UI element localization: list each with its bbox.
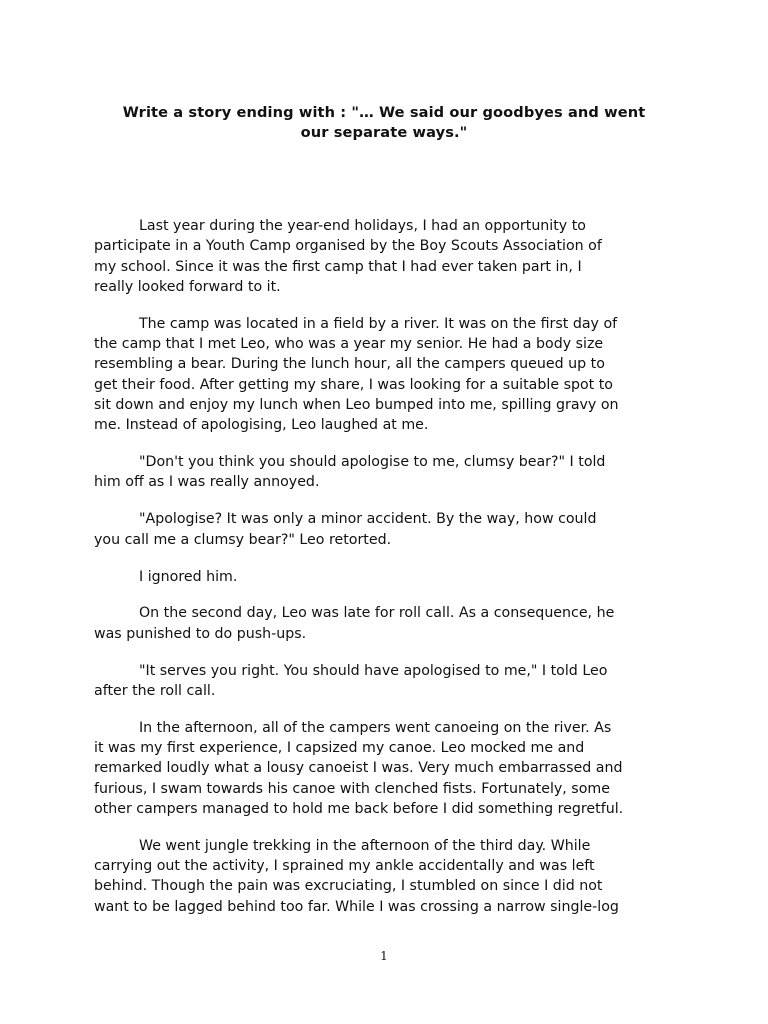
paragraph-8: In the afternoon, all of the campers went canoeing on the river. As it was my first experience, I capsized my canoe. Leo mocked me and remarked loudly what a lousy canoeist I was. Very much embarrassed and furious, I swam towards his canoe with clenched fists. Fortunately, some other campers managed to hold me back before I did something regretful. <box>94 719 624 817</box>
paragraph-1: Last year during the year-end holidays, I had an opportunity to participate in a Youth Camp organised by the Boy Scouts Association of my school. Since it was the first camp that I had ever taken part in, I really looked forward to it. <box>94 218 602 295</box>
paragraph-6: On the second day, Leo was late for roll call. As a consequence, he was punished to do push-ups. <box>94 605 615 642</box>
paragraph-7: "It serves you right. You should have apologised to me," I told Leo after the roll call. <box>94 662 608 699</box>
paragraph-5: I ignored him. <box>139 568 238 585</box>
page-number: 1 <box>380 949 388 963</box>
document-title: Write a story ending with : "… We said our goodbyes and went our separate ways." <box>122 104 646 141</box>
paragraph-2: The camp was located in a field by a river. It was on the first day of the camp that I met Leo, who was a year my senior. He had a body size resembling a bear. During the lunch hour, all the campers queued up to get their food. After getting my share, I was looking for a suitable spot to sit down and enjoy my lunch when Leo bumped into me, spilling gravy on me. Instead of apologising, Leo laughed at me. <box>94 315 619 434</box>
story-body <box>94 216 679 934</box>
paragraph-4: "Apologise? It was only a minor accident. By the way, how could you call me a clumsy bear?" Leo retorted. <box>94 511 597 548</box>
paragraph-9: We went jungle trekking in the afternoon of the third day. While carrying out the activity, I sprained my ankle accidentally and was left behind. Though the pain was excruciating, I stumbled on since I did not want to be lagged behind too far. While I was crossing a narrow single-log <box>94 837 619 915</box>
paragraph-3: "Don't you think you should apologise to me, clumsy bear?" I told him off as I was really annoyed. <box>94 454 606 491</box>
